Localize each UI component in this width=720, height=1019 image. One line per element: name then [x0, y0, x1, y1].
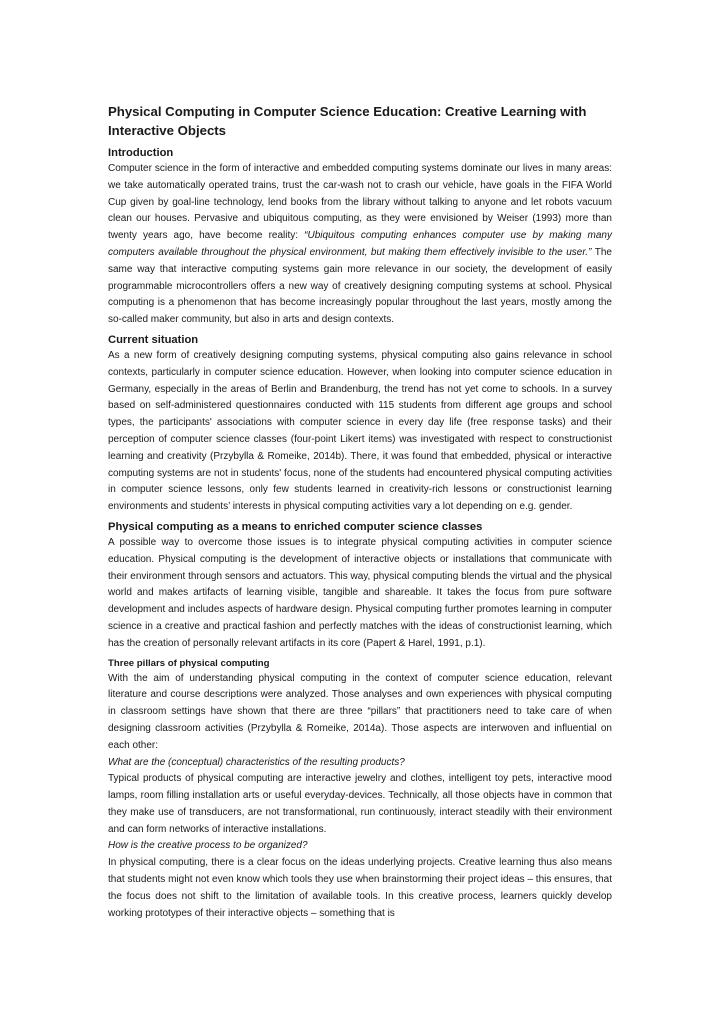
paper-page	[108, 102, 612, 926]
section-introduction	[108, 146, 612, 329]
section-heading-current-situation: Current situation	[108, 333, 199, 346]
section-heading-three-pillars: Three pillars of physical computing	[108, 657, 270, 669]
intro-text-after: The same way that interactive computing systems gain more relevance in our society, the development of easily programmable microcontrollers offers a new way of creatively designing computing systems at school. Physical computing is a phenomenon that has become increasingly popular throughout the last years, mostly among the so-called maker community, but also in arts and design contexts.	[108, 246, 612, 326]
section-enriched-classes	[108, 520, 612, 653]
intro-text-before: Computer science in the form of interactive and embedded computing systems dominate our lives in many areas: we take automatically operated trains, trust the car-wash not to crash our vehicle, have goals in the FIFA World Cup given by goal-line technology, lend books from the library without talking to anyone and let robots vacuum clean our houses. Pervasive and ubiquitous computing, as they were envisioned by Weiser (1993) more than twenty years ago, have become reality:	[108, 163, 612, 242]
question-creative-process: How is the creative process to be organized?	[108, 840, 308, 852]
section-heading-enriched-classes: Physical computing as a means to enriched computer science classes	[108, 520, 483, 533]
paper-title: Physical Computing in Computer Science Education: Creative Learning with Interactive Objects	[108, 104, 587, 138]
question-products: What are the (conceptual) characteristics of the resulting products?	[108, 756, 405, 768]
creative-process-paragraph: In physical computing, there is a clear focus on the ideas underlying projects. Creative learning thus also means that students might not even know which tools they use when brainstorming their project ideas – this ensures, that the focus does not shift to the limitation of available tools. In this creative process, learners quickly develop working prototypes of their interactive objects – something that is	[108, 857, 612, 919]
enriched-classes-paragraph: A possible way to overcome those issues is to integrate physical computing activities in computer science education. Physical computing is the development of interactive objects or installations that communicate with their environment through sensors and actuators. This way, physical computing blends the virtual and the physical world and makes artifacts of learning visible, tangible and shareable. It takes the focus from pure software development and includes aspects of hardware design. Physical computing further promotes learning in computer science in a creative and practical fashion and perfectly matches with the ideas of constructionist learning, which has the creation of personally relevant artifacts in its core (Papert & Harel, 1991, p.1).	[108, 536, 612, 649]
current-situation-paragraph: As a new form of creatively designing computing systems, physical computing also gains relevance in school contexts, particularly in computer science education. However, when looking into computer science education in Germany, especially in the areas of Berlin and Brandenburg, the trend has not yet come to schools. In a survey based on self-administered questionnaires conducted with 115 students from different age groups and school types, the participants' associations with computer science in every day life (free response tasks) and their perception of computer science classes (four-point Likert items) was investigated with respect to constructionist learning and creativity (Przybylla & Romeike, 2014b). There, it was found that embedded, physical or interactive computing systems are not in students' focus, none of the students had encountered physical computing activities in computer science lessons, only few students learned in creativity-rich lessons or constructionist learning environments and students’ interests in physical computing activities vary a lot depending on e.g. gender.	[108, 349, 612, 513]
section-heading-introduction: Introduction	[108, 147, 174, 159]
weiser-quote: “Ubiquitous computing enhances computer use by making many computers available throughout the physical environment, but making them effectively invisible to the user.”	[108, 230, 612, 258]
three-pillars-paragraph: With the aim of understanding physical computing in the context of computer science education, relevant literature and course descriptions were analyzed. Those analyses and own experiences with physical computing in classroom settings have shown that there are three “pillars” that practitioners need to take care of when designing classroom activities (Przybylla & Romeike, 2014a). Those aspects are interwoven and influential on each other:	[108, 672, 612, 751]
section-three-pillars	[108, 657, 612, 923]
section-current-situation	[108, 333, 612, 516]
introduction-paragraph	[108, 161, 612, 329]
products-paragraph: Typical products of physical computing are interactive jewelry and clothes, intelligent toy pets, interactive mood lamps, room filling installation arts or useful everyday-devices. Technically, all those objects have in common that they make use of transducers, are not transformational, run continuously, interact steadily with their environment and can form networks of interactive installations.	[108, 773, 612, 835]
